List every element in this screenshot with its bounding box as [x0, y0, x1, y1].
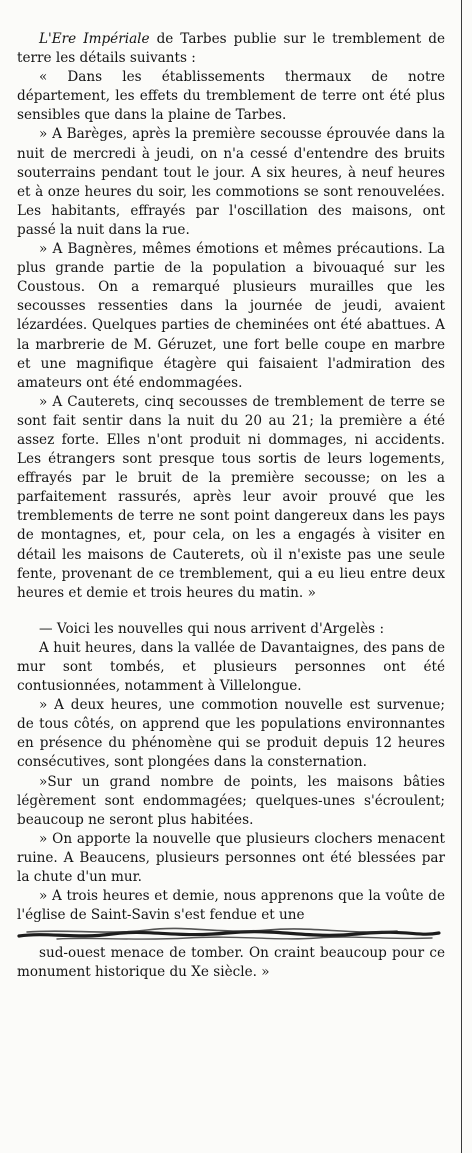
paragraph-thermal: « Dans les établissements thermaux de notre département, les effets du tremblement de terre ont été plus sensibles que dans la plaine de Tarbes. [17, 69, 445, 124]
article-column [17, 30, 445, 983]
paragraph-saint-savin: » A trois heures et demie, nous apprenons que la voûte de l'église de Saint-Savin s'est fendue et une [17, 888, 445, 924]
column-rule [461, 0, 462, 1153]
paragraph-davantaignes: A huit heures, dans la vallée de Davantaignes, des pans de mur sont tombés, et plusieurs personnes ont été contusionnées, notamment à Villelongue. [17, 639, 445, 695]
paragraph-bagneres: » A Bagnères, mêmes émotions et mêmes précautions. La plus grande partie de la population a bivouaqué sur les Coustous. On a remarqué plusieurs murailles que les secousses ressenties dans la journée de jeudi, avaient lézardées. Quelques parties de cheminées ont été abattues. A la marbrerie de M. Géruzet, une fort belle coupe en marbre et une magnifique étagère qui faisaient l'admiration des amateurs ont été endommagées. [17, 241, 445, 391]
illegible-smudged-line [17, 925, 441, 944]
paragraph-clochers: » On apporte la nouvelle que plusieurs clochers menacent ruine. A Beaucens, plusieurs personnes ont été blessées par la chute d'un mur. [17, 830, 445, 886]
paragraph-closing: sud-ouest menace de tomber. On craint beaucoup pour ce monument historique du Xe siècle. » [17, 945, 445, 981]
intro-text: de Tarbes publie sur le tremblement de terre les détails suivants : [17, 31, 445, 67]
intro-paragraph [17, 30, 445, 68]
paragraph-argeles-intro: — Voici les nouvelles qui nous arrivent d'Argelès : [39, 620, 385, 637]
paragraph-deux-heures: » A deux heures, une commotion nouvelle est survenue; de tous côtés, on apprend que les populations environnantes en présence du phénomène qui se produit depuis 12 heures consécutives, sont plongées dans la consternation. [17, 697, 445, 771]
newspaper-name: L'Ere Impériale [39, 31, 150, 47]
paragraph-bareges: » A Barèges, après la première secousse éprouvée dans la nuit de mercredi à jeudi, on n'a cessé d'entendre des bruits souterrains pendant tout le jour. A six heures, à neuf heures et à onze heures du soir, les commotions se sont renouvelées. Les habitants, effrayés par l'oscillation des maisons, ont passé la nuit dans la rue. [17, 126, 445, 238]
paragraph-maisons: »Sur un grand nombre de points, les maisons bâties légèrement sont endommagées; quelques-unes s'écroulent; beaucoup ne seront plus habitées. [17, 773, 445, 828]
paragraph-cauterets: » A Cauterets, cinq secousses de tremblement de terre se sont fait sentir dans la nuit du 20 au 21; la première a été assez forte. Elles n'ont produit ni dommages, ni accidents. Les étrangers sont presque tous sortis de leurs logements, effrayés par le bruit de la première secousse; on les a parfaitement rassurés, après leur avoir prouvé que les tremblements de terre ne sont point dangereux dans les pays de montagnes, et, pour cela, on les a engagés à visiter en détail les maisons de Cauterets, où il n'existe pas une seule fente, provenant de ce tremblement, qui a eu lieu entre deux heures et demie et trois heures du matin. » [17, 393, 445, 601]
